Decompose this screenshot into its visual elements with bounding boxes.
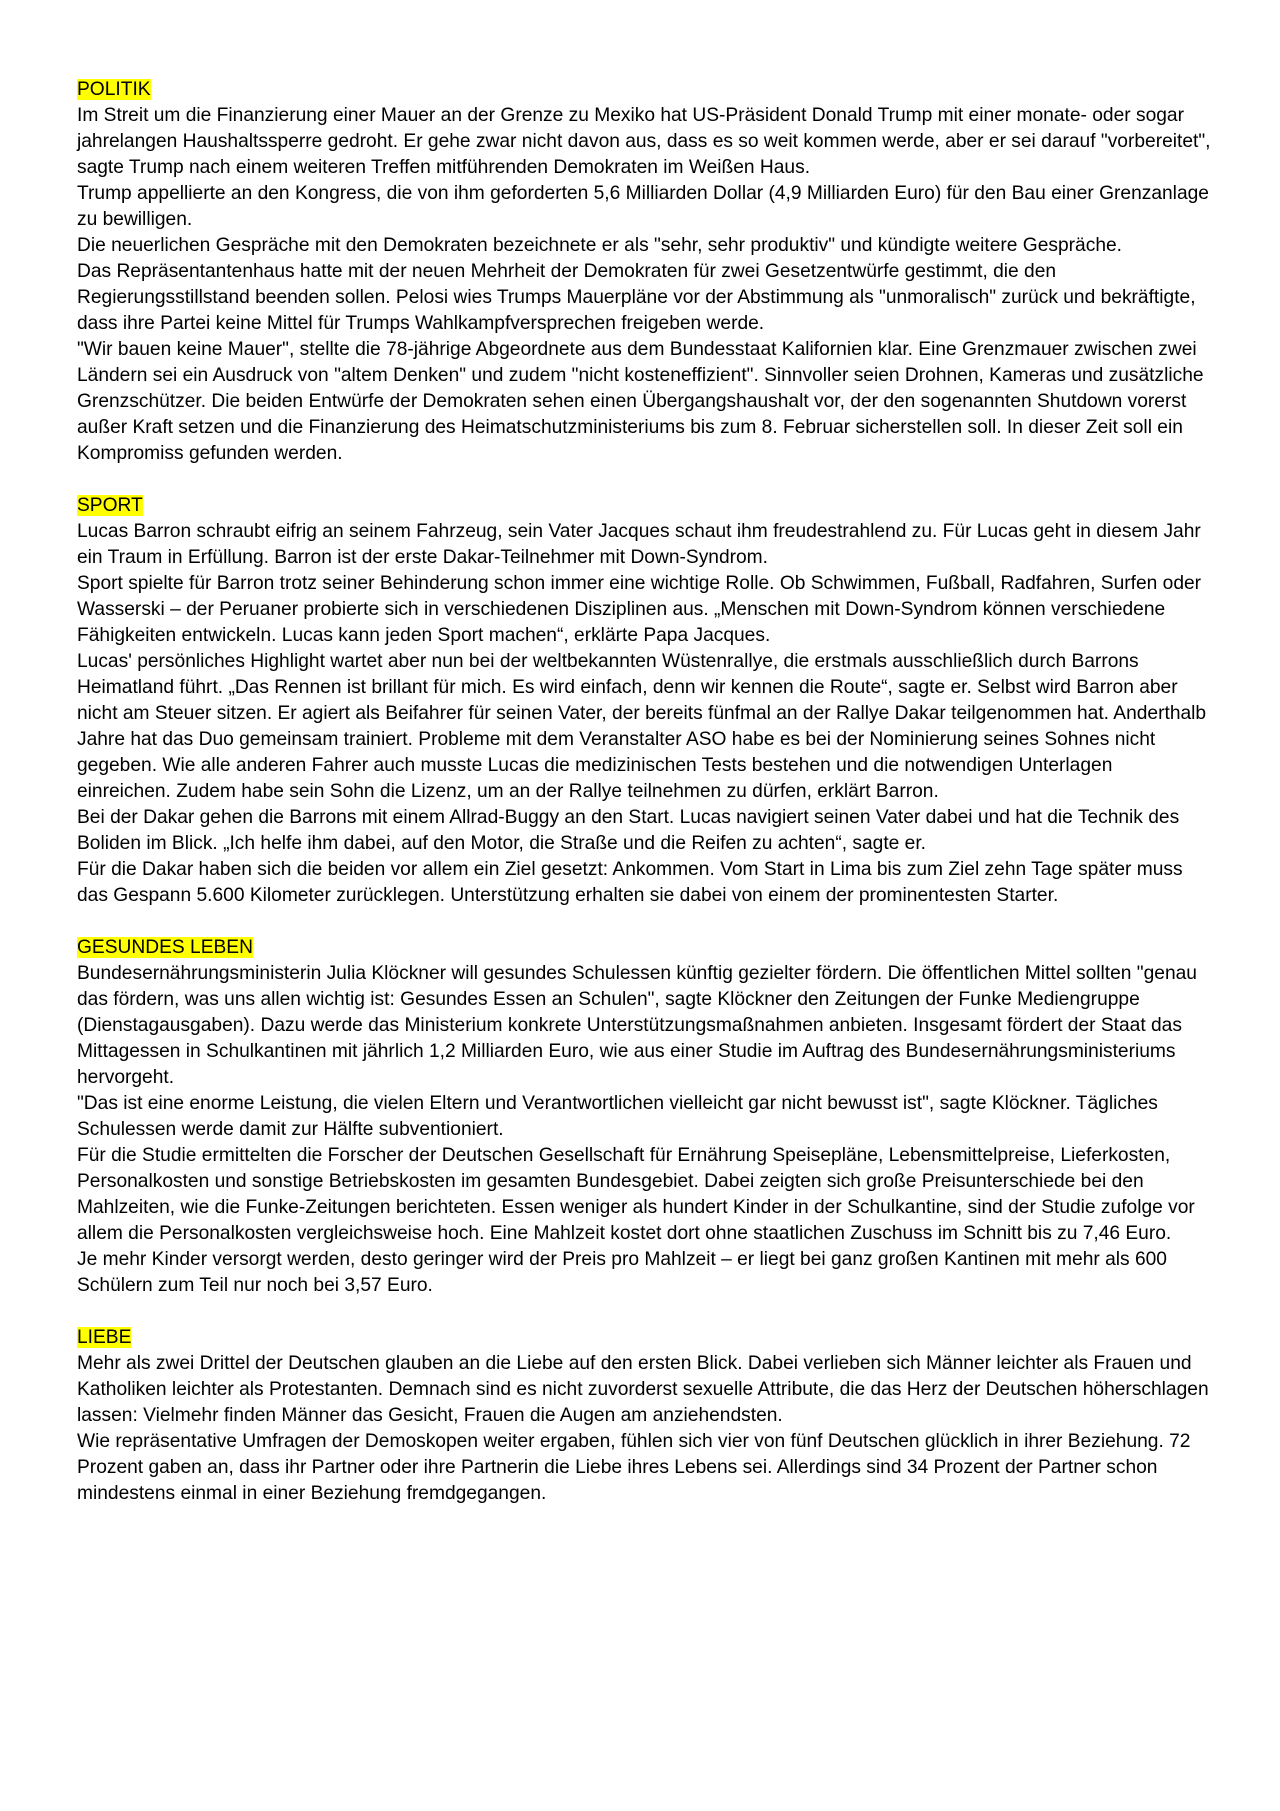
- heading-highlight: LIEBE: [77, 1327, 132, 1348]
- section-gesundes-leben: [77, 935, 1211, 1299]
- paragraph: Die neuerlichen Gespräche mit den Demokraten bezeichnete er als "sehr, sehr produktiv" und kündigte weitere Gespräche.: [77, 235, 1122, 256]
- section-politik: [77, 77, 1211, 467]
- paragraph: Lucas Barron schraubt eifrig an seinem Fahrzeug, sein Vater Jacques schaut ihm freudestrahlend zu. Für Lucas geht in diesem Jahr ein Traum in Erfüllung. Barron ist der erste Dakar-Teilnehmer mit Down-Syndrom.: [77, 521, 1201, 568]
- heading-highlight: GESUNDES LEBEN: [77, 937, 253, 958]
- heading-highlight: POLITIK: [77, 79, 151, 100]
- paragraph: "Wir bauen keine Mauer", stellte die 78-jährige Abgeordnete aus dem Bundesstaat Kalifornien klar. Eine Grenzmauer zwischen zwei Ländern sei ein Ausdruck von "altem Denken" und zudem "nicht kosteneffizient". Sinnvoller seien Drohnen, Kameras und zusätzliche Grenzschützer. Die beiden Entwürfe der Demokraten sehen einen Übergangshaushalt vor, der den sogenannten Shutdown vorerst außer Kraft setzen und die Finanzierung des Heimatschutzministeriums bis zum 8. Februar sicherstellen soll. In dieser Zeit soll ein Kompromiss gefunden werden.: [77, 339, 1204, 464]
- paragraph: Trump appellierte an den Kongress, die von ihm geforderten 5,6 Milliarden Dollar (4,9 Milliarden Euro) für den Bau einer Grenzanlage zu bewilligen.: [77, 183, 1209, 230]
- section-liebe: [77, 1325, 1211, 1507]
- section-heading: [77, 935, 1211, 961]
- paragraph: Das Repräsentantenhaus hatte mit der neuen Mehrheit der Demokraten für zwei Gesetzentwürfe gestimmt, die den Regierungsstillstand beenden sollen. Pelosi wies Trumps Mauerpläne vor der Abstimmung als "unmoralisch" zurück und bekräftigte, dass ihre Partei keine Mittel für Trumps Wahlkampfversprechen freigeben werde.: [77, 261, 1196, 334]
- document-page: [77, 77, 1211, 1533]
- section-heading: [77, 493, 1211, 519]
- paragraph: Im Streit um die Finanzierung einer Mauer an der Grenze zu Mexiko hat US-Präsident Donald Trump mit einer monate- oder sogar jahrelangen Haushaltssperre gedroht. Er gehe zwar nicht davon aus, dass es so weit kommen werde, aber er sei darauf "vorbereitet", sagte Trump nach einem weiteren Treffen mitführenden Demokraten im Weißen Haus.: [77, 105, 1211, 178]
- paragraph: Wie repräsentative Umfragen der Demoskopen weiter ergaben, fühlen sich vier von fünf Deutschen glücklich in ihrer Beziehung. 72 Prozent gaben an, dass ihr Partner oder ihre Partnerin die Liebe ihres Lebens sei. Allerdings sind 34 Prozent der Partner schon mindestens einmal in einer Beziehung fremdgegangen.: [77, 1431, 1191, 1504]
- paragraph: Lucas' persönliches Highlight wartet aber nun bei der weltbekannten Wüstenrallye, die erstmals ausschließlich durch Barrons Heimatland führt. „Das Rennen ist brillant für mich. Es wird einfach, denn wir kennen die Route“, sagte er. Selbst wird Barron aber nicht am Steuer sitzen. Er agiert als Beifahrer für seinen Vater, der bereits fünfmal an der Rallye Dakar teilgenommen hat. Anderthalb Jahre hat das Duo gemeinsam trainiert. Probleme mit dem Veranstalter ASO habe es bei der Nominierung seines Sohnes nicht gegeben. Wie alle anderen Fahrer auch musste Lucas die medizinischen Tests bestehen und die notwendigen Unterlagen einreichen. Zudem habe sein Sohn die Lizenz, um an der Rallye teilnehmen zu dürfen, erklärt Barron.: [77, 651, 1207, 802]
- paragraph: Für die Studie ermittelten die Forscher der Deutschen Gesellschaft für Ernährung Speisepläne, Lebensmittelpreise, Lieferkosten, Personalkosten und sonstige Betriebskosten im gesamten Bundesgebiet. Dabei zeigten sich große Preisunterschiede bei den Mahlzeiten, wie die Funke-Zeitungen berichteten. Essen weniger als hundert Kinder in der Schulkantine, sind der Studie zufolge vor allem die Personalkosten vergleichsweise hoch. Eine Mahlzeit kostet dort ohne staatlichen Zuschuss im Schnitt bis zu 7,46 Euro.: [77, 1145, 1195, 1244]
- paragraph: Je mehr Kinder versorgt werden, desto geringer wird der Preis pro Mahlzeit – er liegt bei ganz großen Kantinen mit mehr als 600 Schülern zum Teil nur noch bei 3,57 Euro.: [77, 1249, 1167, 1296]
- paragraph: Bundesernährungsministerin Julia Klöckner will gesundes Schulessen künftig gezielter fördern. Die öffentlichen Mittel sollten "genau das fördern, was uns allen wichtig ist: Gesundes Essen an Schulen", sagte Klöckner den Zeitungen der Funke Mediengruppe (Dienstagausgaben). Dazu werde das Ministerium konkrete Unterstützungsmaßnahmen anbieten. Insgesamt fördert der Staat das Mittagessen in Schulkantinen mit jährlich 1,2 Milliarden Euro, wie aus einer Studie im Auftrag des Bundesernährungsministeriums hervorgeht.: [77, 963, 1197, 1088]
- paragraph: "Das ist eine enorme Leistung, die vielen Eltern und Verantwortlichen vielleicht gar nicht bewusst ist", sagte Klöckner. Tägliches Schulessen werde damit zur Hälfte subventioniert.: [77, 1093, 1158, 1140]
- section-heading: [77, 77, 1211, 103]
- paragraph: Sport spielte für Barron trotz seiner Behinderung schon immer eine wichtige Rolle. Ob Schwimmen, Fußball, Radfahren, Surfen oder Wasserski – der Peruaner probierte sich in verschiedenen Disziplinen aus. „Menschen mit Down-Syndrom können verschiedene Fähigkeiten entwickeln. Lucas kann jeden Sport machen“, erklärte Papa Jacques.: [77, 573, 1202, 646]
- paragraph: Für die Dakar haben sich die beiden vor allem ein Ziel gesetzt: Ankommen. Vom Start in Lima bis zum Ziel zehn Tage später muss das Gespann 5.600 Kilometer zurücklegen. Unterstützung erhalten sie dabei von einem der prominentesten Starter.: [77, 859, 1183, 906]
- heading-highlight: SPORT: [77, 495, 143, 516]
- section-heading: [77, 1325, 1211, 1351]
- paragraph: Bei der Dakar gehen die Barrons mit einem Allrad-Buggy an den Start. Lucas navigiert seinen Vater dabei und hat die Technik des Boliden im Blick. „Ich helfe ihm dabei, auf den Motor, die Straße und die Reifen zu achten“, sagte er.: [77, 807, 1180, 854]
- section-sport: [77, 493, 1211, 909]
- paragraph: Mehr als zwei Drittel der Deutschen glauben an die Liebe auf den ersten Blick. Dabei verlieben sich Männer leichter als Frauen und Katholiken leichter als Protestanten. Demnach sind es nicht zuvorderst sexuelle Attribute, die das Herz der Deutschen höherschlagen lassen: Vielmehr finden Männer das Gesicht, Frauen die Augen am anziehendsten.: [77, 1353, 1209, 1426]
